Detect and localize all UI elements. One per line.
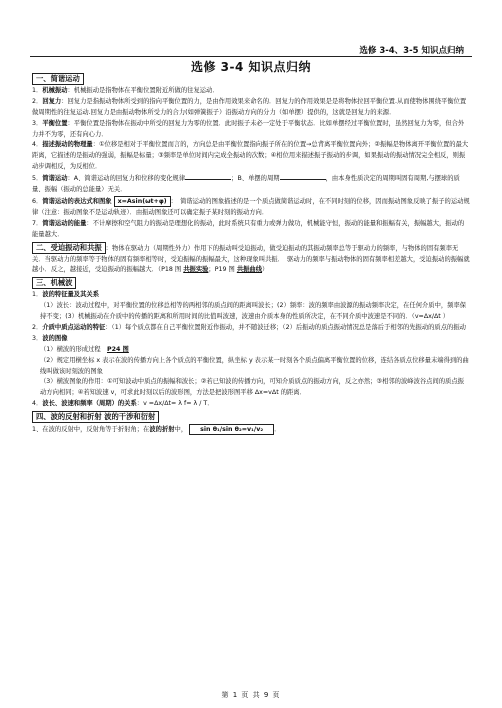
page-footer: 第 1 页 共 9 页 [221,691,281,699]
item-4: 4．描述振动的物理量：①位移是相对于平衡位置而言的，方向总是由平衡位置指向振子所在的位置→总背离平衡位置向外；②振幅是物体离开平衡位置的最大距离，它描述的是振动的强弱，振幅是标量；③频率是单位时间内完成全振动的次数；④相位用来描述振子振动的步调，如果振动的振动情况完全相反，则振动步调相反，为反相位． [32,141,469,171]
section-heading-1: 一、简谐运动 [32,73,84,85]
wave-1-detail: （1）波长：波动过程中，对平衡位置的位移总相等的两相邻的质点间的距离叫波长；(2）频率：波的频率由波源的振动频率决定，在任何介质中，频率保持不变；(3）机械振动在介质中的传播的距离和所用时间的比值叫波速，波速由介质本身的性质所决定，在不同介质中波速是不同的．（v=Δx/Δt ） [40,302,467,321]
item-3: 3．平衡位置：平衡位置是指物体在振动中所受的回复力为零的位置．此时振子未必一定处于平衡状态．比如单摆经过平衡位置时，虽然回复力为零，但合外力并不为零，还有向心力． [32,119,465,138]
ref-resonance-experiment: 共振实验 [183,266,209,274]
section-heading-2: 二、受迫振动和共振 [32,242,106,254]
content [32,72,470,436]
item-2: 2．回复力：回复力是指振动物体所受到的指向平衡位置的力，是由作用效果来命名的．回复力的作用效果是是将物体拉回平衡位置.从而使物体围绕平衡位置做周期性的往复运动.回复力是由振动物体所受力的合力(如弹簧振子）沿振动方向的分力（如单摆）提供的，这就是回复力的来源． [32,97,467,116]
wave-1: 1．波的特征量及其关系 [32,291,99,299]
ref-resonance-curve: 共振曲线 [236,266,263,274]
wave-3-1: （1）横波的形成过程 P24 图 [40,345,129,353]
section-heading-3: 三、机械波 [32,277,76,289]
item-5: 5．简谐运动：A、简谐运动的回复力和位移的变化规律 ；B、单摆的周期 ，由本身性质决定的周期叫固有周期,与摆球的质量、振幅（振动的总能量）无关． [32,175,460,194]
section-2: 二、受迫振动和共振 ：物体在驱动力（周期性外力）作用下的振动叫受迫振动，做受迫振动的其振动频率总等于驱动力的频率，与物体的固有频率无关．当驱动力的频率等于物体的固有频率相等时，受迫振幅的振幅最大，这种现象叫共振． 驱动力的频率与振动物体的固有频率相差越大，受迫振动的振幅就越小．反之，越接近，受迫振动的振幅越大．（P18 图 共振实验；P19 图 共振曲线） [32,242,470,274]
wave-3: 3．波的图像 [32,334,68,342]
blank-2 [280,173,326,180]
blank-1 [185,173,231,180]
section-heading-4: 四、波的反射和折射 波的干涉和衍射 [32,411,159,423]
reflection-1: 1、在波的反射中，反射角等于折射角；在波的折射中， sin θ₁/sin θ₂=v₁/v₂ ． [32,426,281,434]
item-1: 1．机械振动：机械振动是指物体在平衡位置附近所做的往复运动． [32,86,219,94]
header-right: 选修 3-4、3-5 知识点归纳 [359,46,464,56]
item-6: 6．简谐运动的表达式和图象 x=Asin(ωt+φ) ： 简谐运动的图象描述的是一个质点做简谐运动时，在不同时刻的位移，因而振动图象反映了振子的运动规律（注意：振动图象不是运动轨迹）．由振动图象还可以确定振子某时刻的振动方向． [32,197,470,216]
item-7: 7．简谐运动的能量：不计摩擦和空气阻力的振动是理想化的振动，此时系统只有重力或弹力做功，机械能守恒，振动的能量和振幅有关，振幅越大，振动的能量越大． [32,219,465,238]
header-rule [30,56,472,57]
wave-3-3: （3）横波图象的作用：①可知波动中质点的振幅和波长；②若已知波的传播方向，可知介质质点的振动方向，反之亦然；③相邻的波峰波谷点间的质点振动方向相同；④若知波速 v，可求此时刻以后的波形图，方法是把波形图平移 Δx=vΔt 的距离． [40,378,464,397]
wave-4: 4．波长、波速和频率（周期）的关系：v =Δx/Δt= λ f= λ / T． [32,400,214,408]
wave-2: 2．介质中质点运动的特征：（1）每个质点都在自己平衡位置附近作振动，并不随波迁移；（2）后振动的质点振动情况总是落后于相邻的先振动的质点的振动 [32,323,466,331]
page-title: 选修 3-4 知识点归纳 [190,60,312,74]
snell-formula-box: sin θ₁/sin θ₂=v₁/v₂ [189,424,274,435]
formula-box: x=Asin(ωt+φ) [114,196,171,207]
wave-3-2: （2）规定用横坐标 x 表示在波的传播方向上各个质点的平衡位置，纵坐标 y 表示某一时刻各个质点偏离平衡位置的位移，连结各质点位移量末端得到的曲线叫做该时刻波的图象 [40,356,469,375]
